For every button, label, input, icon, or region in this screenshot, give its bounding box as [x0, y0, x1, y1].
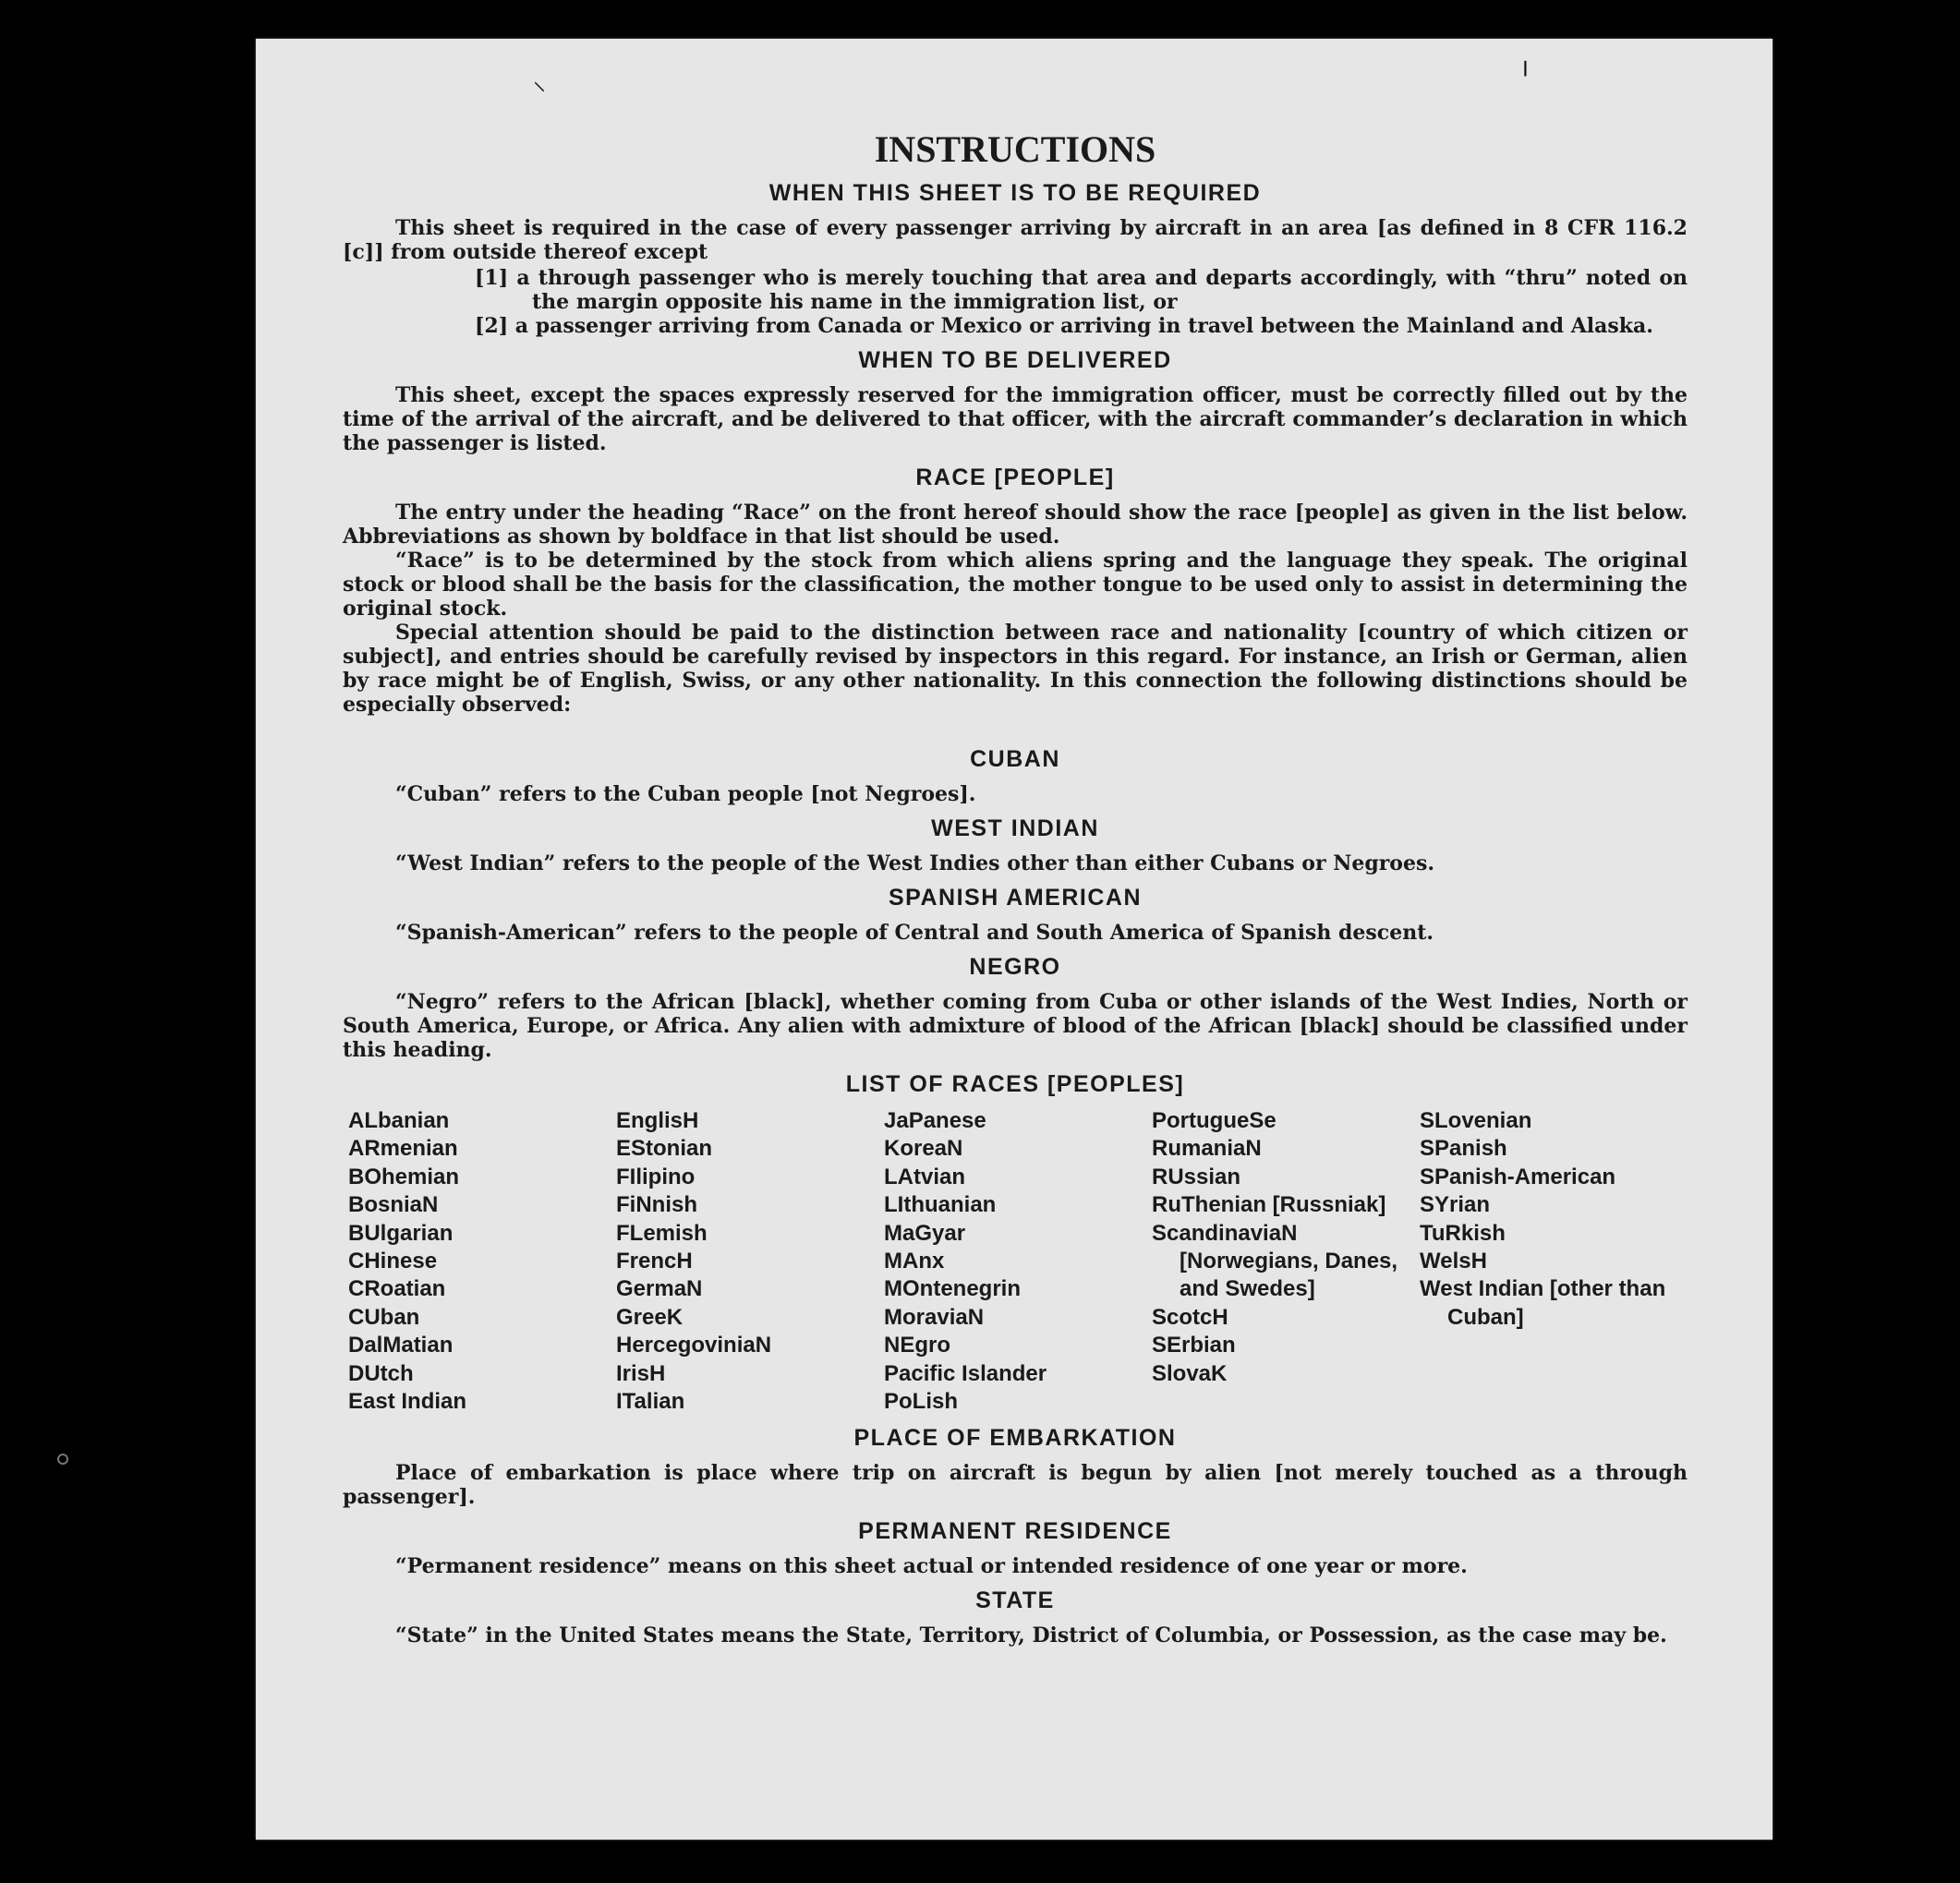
section-when-required [343, 180, 1688, 338]
section-heading: LIST OF RACES [PEOPLES] [845, 1071, 1185, 1097]
race-entry: FLemish [616, 1220, 708, 1246]
races-table [348, 1107, 1688, 1416]
race-entry: ScandinaviaN [Norwegians, Danes, and Swedes] [1152, 1220, 1398, 1302]
race-entry: MAnx [884, 1249, 945, 1274]
section-heading: PLACE OF EMBARKATION [853, 1425, 1177, 1452]
races-column [1420, 1107, 1688, 1416]
race-entry: MOntenegrin [884, 1276, 1021, 1302]
race-entry: KoreaN [884, 1136, 963, 1162]
section-place-of-embarkation [343, 1425, 1688, 1509]
race-entry: WelsH [1420, 1249, 1487, 1274]
race-entry: CHinese [348, 1249, 438, 1274]
race-entry: JaPanese [884, 1108, 986, 1133]
race-entry: SErbian [1152, 1333, 1236, 1358]
race-entry: LAtvian [884, 1164, 966, 1189]
race-entry: DUtch [348, 1360, 414, 1386]
races-column [1152, 1107, 1420, 1416]
race-entry: FIlipino [616, 1164, 696, 1189]
race-entry: RumaniaN [1152, 1136, 1262, 1162]
race-entry: EnglisH [616, 1108, 699, 1133]
race-entry: SLovenian [1420, 1108, 1532, 1133]
race-entry: SPanish [1420, 1136, 1507, 1162]
race-entry: DalMatian [348, 1333, 454, 1358]
race-entry: HercegoviniaN [616, 1333, 772, 1358]
race-entry: IrisH [616, 1360, 666, 1386]
section-heading: PERMANENT RESIDENCE [858, 1518, 1172, 1545]
section-heading: WHEN TO BE DELIVERED [858, 347, 1172, 373]
section-when-delivered [343, 347, 1688, 455]
race-entry: FrencH [616, 1249, 693, 1274]
paragraph: “West Indian” refers to the people of the West Indies other than either Cubans or Negroes. [395, 851, 1435, 875]
paragraph: “Cuban” refers to the Cuban people [not Negroes]. [395, 782, 976, 806]
document-body [343, 127, 1688, 1648]
section-spanish-american [343, 885, 1688, 945]
paragraph: The entry under the heading “Race” on the front hereof should show the race [people] as given in the list below. Abbreviations as shown by boldface in that list should be used. [343, 501, 1688, 549]
paragraph: Special attention should be paid to the distinction between race and nationality [country of which citizen or subject], and entries should be carefully revised by inspectors in this regard. For instance, an Irish or German, alien by race might be of English, Swiss, or any other nationality. In this connection the following distinctions should be especially observed: [343, 621, 1688, 717]
race-entry: SYrian [1420, 1192, 1491, 1218]
race-entry: Pacific Islander [884, 1360, 1047, 1386]
section-permanent-residence [343, 1518, 1688, 1578]
section-heading: WHEN THIS SHEET IS TO BE REQUIRED [768, 180, 1262, 206]
race-entry: SlovaK [1152, 1360, 1228, 1386]
paragraph: Place of embarkation is place where trip on aircraft is begun by alien [not merely touched as a through passenger]. [343, 1461, 1688, 1510]
paragraph: “Negro” refers to the African [black], whether coming from Cuba or other islands of the West Indies, North or South America, Europe, or Africa. Any alien with admixture of blood of the African [black] should be classified under this heading. [343, 990, 1688, 1062]
race-entry: LIthuanian [884, 1192, 997, 1218]
section-heading: STATE [975, 1587, 1055, 1614]
section-race [343, 465, 1688, 717]
race-entry: BosniaN [348, 1192, 439, 1218]
race-entry: MaGyar [884, 1220, 966, 1246]
race-entry: SPanish-American [1420, 1164, 1616, 1189]
race-entry: West Indian [other than Cuban] [1420, 1276, 1666, 1330]
race-entry: RUssian [1152, 1164, 1241, 1189]
paragraph: This sheet is required in the case of every passenger arriving by aircraft in an area [as defined in 8 CFR 116.2 [c]] from outside thereof except [343, 216, 1688, 264]
race-entry: RuThenian [Russniak] [1152, 1192, 1386, 1218]
race-entry: PortugueSe [1152, 1108, 1276, 1133]
section-heading: SPANISH AMERICAN [888, 885, 1142, 911]
race-entry: BUlgarian [348, 1220, 454, 1246]
race-entry: PoLish [884, 1389, 959, 1415]
list-item: [1] a through passenger who is merely touching that area and departs accordingly, with “thru” noted on the margin opposite his name in the immigration list, or [475, 266, 1688, 314]
race-entry: NEgro [884, 1333, 950, 1358]
races-column [616, 1107, 884, 1416]
paragraph: “Permanent residence” means on this sheet actual or intended residence of one year or more. [395, 1554, 1468, 1579]
section-negro [343, 954, 1688, 1062]
race-entry: GermaN [616, 1276, 703, 1302]
paragraph: “Race” is to be determined by the stock from which aliens spring and the language they speak. The original stock or blood shall be the basis for the classification, the mother tongue to be used only to assist in determining the original stock. [343, 549, 1688, 621]
race-entry: MoraviaN [884, 1304, 985, 1330]
section-west-indian [343, 815, 1688, 875]
race-entry: BOhemian [348, 1164, 460, 1189]
punch-mark: ⸜ [533, 66, 547, 96]
exception-list [343, 266, 1688, 338]
race-entry: CUban [348, 1304, 420, 1330]
document-sheet [256, 39, 1772, 1840]
race-entry: EStonian [616, 1136, 713, 1162]
paragraph: This sheet, except the spaces expressly reserved for the immigration officer, must be correctly filled out by the time of the arrival of the aircraft, and be delivered to that officer, with the aircraft commander’s declaration in which the passenger is listed. [343, 383, 1688, 455]
margin-mark [57, 1454, 68, 1465]
race-entry: ALbanian [348, 1108, 450, 1133]
section-list-of-races [343, 1071, 1688, 1416]
race-entry: ARmenian [348, 1136, 458, 1162]
paragraph: “State” in the United States means the State, Territory, District of Columbia, or Possession, as the case may be. [395, 1623, 1667, 1648]
document-title: INSTRUCTIONS [874, 128, 1156, 170]
section-state [343, 1587, 1688, 1648]
races-column [348, 1107, 616, 1416]
race-entry: FiNnish [616, 1192, 697, 1218]
section-heading: CUBAN [970, 746, 1060, 772]
race-entry: ScotcH [1152, 1304, 1228, 1330]
list-item: [2] a passenger arriving from Canada or Mexico or arriving in travel between the Mainland and Alaska. [475, 314, 1653, 338]
race-entry: CRoatian [348, 1276, 446, 1302]
race-entry: East Indian [348, 1389, 467, 1415]
races-column [884, 1107, 1152, 1416]
section-cuban [343, 746, 1688, 806]
section-heading: RACE [PEOPLE] [915, 465, 1115, 490]
paragraph: “Spanish-American” refers to the people of Central and South America of Spanish descent. [395, 921, 1434, 945]
race-entry: ITalian [616, 1389, 685, 1415]
race-entry: GreeK [616, 1304, 684, 1330]
punch-mark: ╵ [1518, 61, 1533, 91]
section-heading: WEST INDIAN [931, 815, 1099, 841]
section-heading: NEGRO [969, 954, 1061, 980]
race-entry: TuRkish [1420, 1220, 1506, 1246]
